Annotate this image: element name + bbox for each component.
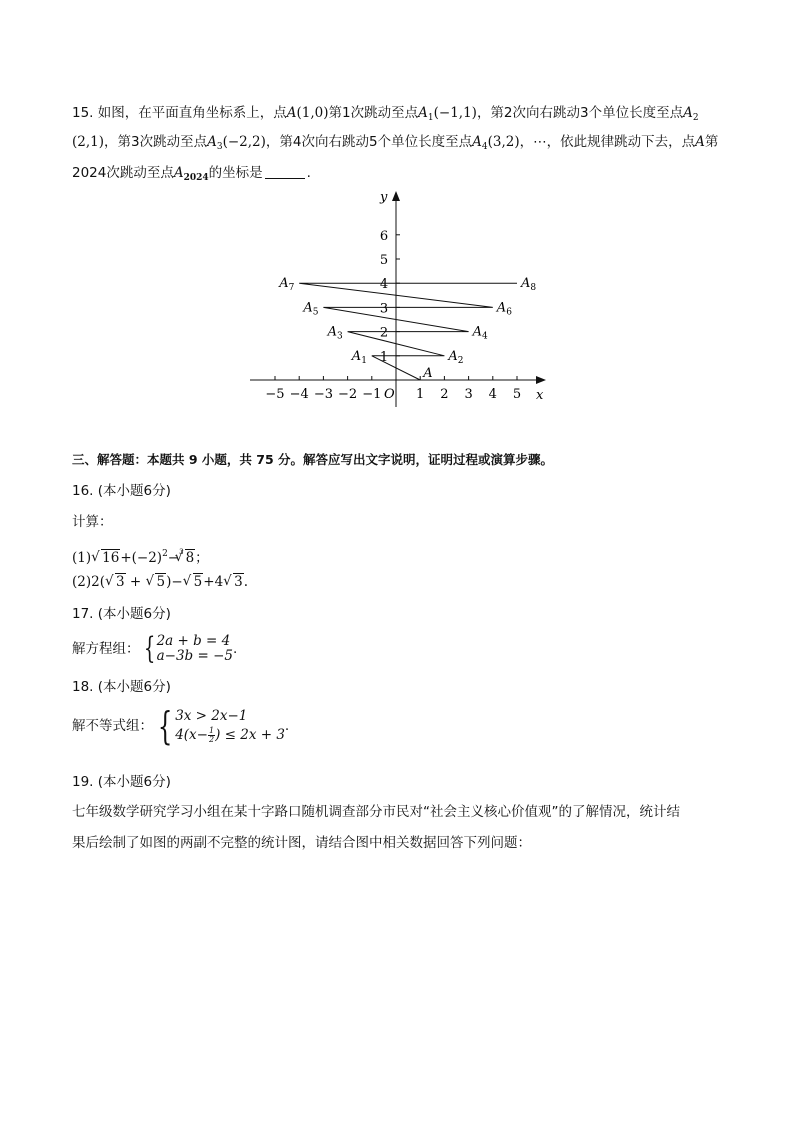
inequality-system: 3x > 2x−1 4(x− $\frac{1}{2}$ ) ≤ 2x + 3 [175,708,285,744]
q19-line-2: 果后绘制了如图的两副不完整的统计图，请结合图中相关数据回答下列问题： [72,835,531,851]
x-tick-label: 1 [416,387,425,402]
coord-a4: (3,2) [487,134,520,150]
left-brace: { [143,631,155,666]
x-tick-label: −3 [313,387,333,402]
point-label-3: $A_3$ [327,324,343,342]
cbrt-8: √ 8 [175,548,196,568]
point-a1-label: A [418,105,428,121]
point-subscript: 4 [481,331,488,342]
x-tick-label: −2 [338,387,358,402]
point-subscript: 3 [336,331,343,342]
y-tick-label: 4 [379,277,389,293]
q17-header: 17. (本小题6分) [72,606,171,622]
y-tick-label: 3 [379,301,389,317]
q16-part-2: (2)2(√ 3 + √ 5)−√ 5+4√ 3. [72,572,734,592]
left-brace: { [157,704,173,748]
point-subscript: 1 [361,355,367,366]
q18-header: 18. (本小题6分) [72,679,171,695]
y-axis-arrow [392,191,400,201]
x-tick-label: 4 [488,387,497,402]
q15-line-3: 2024次跳动至点$A_{2024}$的坐标是 . [72,165,311,183]
y-tick-label: 1 [379,349,389,365]
coord-a1: (−1,1) [433,105,477,121]
sqrt-16: √ 16 [91,548,120,568]
point-label-8: $A_8$ [521,276,537,294]
point-label-4: $A_4$ [472,324,488,342]
q17-body: 解方程组： { 2a + b = 4 a−3b = −5 . [72,631,238,666]
q18-body: 解不等式组： { 3x > 2x−1 4(x− $\frac{1}{2}$ ) ≤ 2x + 3 . [72,704,290,748]
point-label-1: $A_1$ [351,348,367,366]
answer-blank[interactable] [265,166,305,179]
x-axis-label: x [536,388,544,403]
x-axis-arrow [536,376,546,384]
fraction-half: $\frac{1}{2}$ [208,726,215,744]
q16-intro: 计算： [72,514,113,530]
point-subscript: 7 [288,283,295,294]
q16-part-1: (1)√ $16+(-2)^2-^3√$ 8； [72,542,734,568]
point-a2-label: A [683,105,693,121]
coord-a2: (2,1) [72,134,105,150]
q19-header: 19. (本小题6分) [72,774,171,790]
point-label-6: $A_6$ [496,300,512,318]
coord-a3: (−2,2) [222,134,266,150]
point-label-0: A [423,366,433,381]
cube-root-index: 3 [179,548,184,556]
q16-header: 16. (本小题6分) [72,483,171,499]
coord-a: (1,0) [296,105,329,121]
q19-line-1: 七年级数学研究学习小组在某十字路口随机调查部分市民对“社会主义核心价值观”的了解情况，统计结 [72,804,680,820]
point-subscript: 5 [312,307,319,318]
y-tick-label: 5 [379,253,389,268]
section-3-heading: 三、解答题：本题共 9 小题，共 75 分。解答应写出文字说明，证明过程或演算步骤。 [72,452,554,467]
x-tick-label: −1 [362,387,382,402]
point-subscript: 6 [506,307,512,318]
point-label-7: $A_7$ [279,276,295,294]
x-tick-label: −5 [265,387,285,402]
point-subscript: 8 [530,283,537,294]
x-tick-label: 5 [512,387,522,402]
point-subscript: 2 [457,355,464,366]
coordinate-figure [0,185,794,415]
point-label-2: $A_2$ [448,348,464,366]
point-a-label: A [286,105,297,121]
x-tick-label: 2 [440,387,449,402]
point-label-5: $A_5$ [303,300,319,318]
x-tick-label: −4 [289,387,309,402]
y-axis-label: y [380,190,388,205]
origin-label: O [384,387,395,402]
equation-system: 2a + b = 4 a−3b = −5 [156,633,233,664]
y-tick-label: 6 [379,228,389,244]
q15-line-2: (2,1)，第3次跳动至点$A_3(-2,2)$，第4次向右跳动5个单位长度至点$A_4(3,2)$，⋯，依此规律跳动下去，点A第 [72,134,719,152]
x-tick-label: 3 [464,387,473,402]
figure-group [250,190,546,407]
y-tick-label: 2 [379,325,389,341]
q15-line-1: 15. 如图，在平面直角坐标系上，点A(1,0)第1次跳动至点$A_1(-1,1)$，第2次向右跳动3个单位长度至点$A_2$ [72,105,699,123]
